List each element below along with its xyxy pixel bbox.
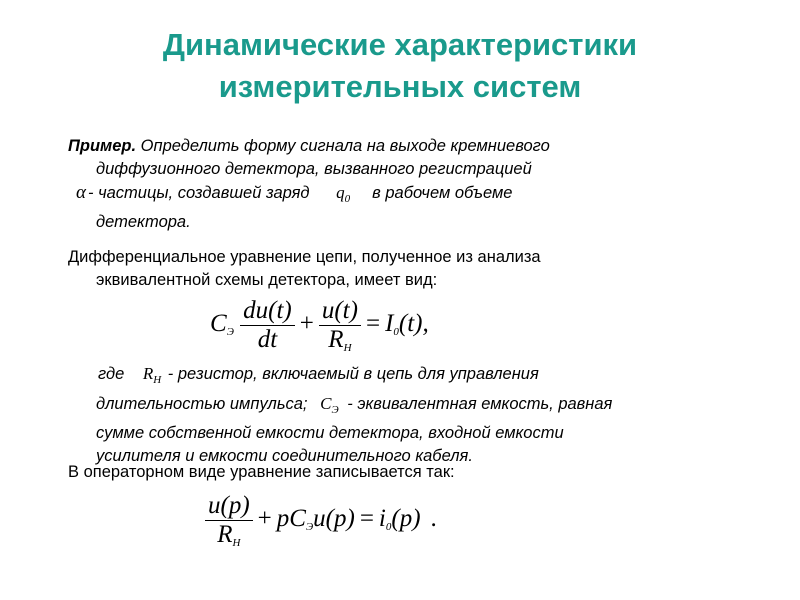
eq1-derivative-fraction <box>240 297 295 354</box>
resistor-symbol: $R_Н$ <box>142 364 162 386</box>
where-line-1a: где <box>98 365 125 383</box>
where-line-2a: длительностью импульса; <box>96 395 308 413</box>
operator-intro-line: В операторном виде уравнение записывается так: <box>68 463 455 481</box>
eq2-up: u(p) <box>208 492 250 519</box>
eq1-capacitance: $C_Э$ <box>210 310 234 339</box>
example-paragraph <box>68 135 758 234</box>
eq2-fraction <box>205 492 253 549</box>
eq2-plus: + <box>257 505 272 533</box>
title-line-2: измерительных систем <box>218 69 582 104</box>
where-line-2b: - эквивалентная емкость, равная <box>347 395 613 413</box>
example-line-3a: - частицы, создавшей заряд <box>87 184 310 202</box>
eq1-du: du(t) <box>243 297 292 324</box>
diff-eq-intro-line-1: Дифференциальное уравнение цепи, полученное из анализа <box>68 248 541 266</box>
where-line-1b: - резистор, включаемый в цепь для управления <box>167 365 539 383</box>
eq2-equals: = <box>359 505 374 533</box>
eq2-rh: $R_Н$ <box>205 520 253 549</box>
where-line-4: усилителя и емкости соединительного кабеля. <box>96 447 473 465</box>
where-line-3: сумме собственной емкости детектора, входной емкости <box>96 424 564 442</box>
eq1-plus: + <box>299 310 314 338</box>
eq1-dt: dt <box>240 325 295 354</box>
eq2-current: $i_0(p)$ <box>378 505 421 534</box>
capacitance-symbol: $C_Э$ <box>320 394 339 416</box>
diff-eq-intro-line-2: эквивалентной схемы детектора, имеет вид: <box>96 271 438 289</box>
eq2-dot: . <box>430 505 437 533</box>
example-line-4: детектора. <box>96 213 191 231</box>
alpha-symbol: α <box>76 182 86 203</box>
example-label: Пример. <box>68 137 137 155</box>
example-line-2: диффузионного детектора, вызванного регистрацией <box>96 160 532 178</box>
eq1-rh: $R_Н$ <box>319 325 361 354</box>
diff-eq-intro <box>68 246 758 292</box>
where-paragraph <box>68 362 758 468</box>
eq1-ut: u(t) <box>321 297 358 324</box>
title-line-1: Динамические характеристики <box>162 27 638 62</box>
eq1-current: $I_0(t)$, <box>385 310 429 339</box>
equation-1 <box>210 297 429 354</box>
example-line-1: Определить форму сигнала на выходе кремниевого <box>140 137 550 155</box>
eq1-resistor-fraction <box>319 297 361 354</box>
equation-2 <box>205 492 437 549</box>
eq2-pc: $pC_Эu(p)$ <box>276 505 355 534</box>
eq1-equals: = <box>365 310 381 338</box>
slide-title <box>0 24 800 108</box>
charge-symbol: $q_0$ <box>336 183 351 205</box>
example-line-3b: в рабочем объеме <box>372 184 513 202</box>
operator-intro <box>68 461 758 484</box>
